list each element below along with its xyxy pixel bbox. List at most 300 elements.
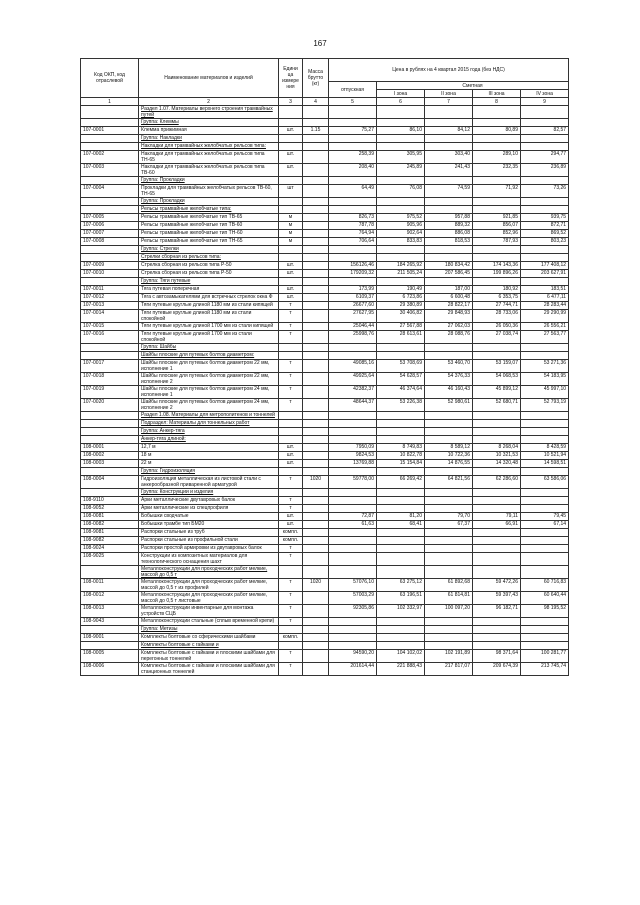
table-row (81, 513, 569, 521)
row-mass (303, 198, 329, 206)
row-zone-3-price (473, 119, 521, 127)
row-release-price: 706,64 (329, 238, 377, 246)
row-unit: м (279, 230, 303, 238)
row-zone-2-price: 100 097,20 (425, 605, 473, 618)
row-mass (303, 513, 329, 521)
row-zone-4-price (521, 566, 569, 579)
row-mass (303, 344, 329, 352)
row-zone-3-price (473, 254, 521, 262)
row-unit: т (279, 323, 303, 331)
table-row (81, 420, 569, 428)
row-unit: т (279, 553, 303, 566)
row-release-price (329, 119, 377, 127)
row-unit: т (279, 386, 303, 399)
row-mass (303, 436, 329, 444)
row-name: 12,7 м (139, 444, 279, 452)
row-zone-2-price: 187,00 (425, 286, 473, 294)
row-unit: м (279, 222, 303, 230)
row-unit: шт. (279, 513, 303, 521)
row-code: 108-9043 (81, 618, 139, 626)
row-mass (303, 386, 329, 399)
table-row (81, 386, 569, 399)
row-zone-1-price: 66 269,42 (377, 476, 425, 489)
row-zone-1-price (377, 352, 425, 360)
row-release-price: 25998,76 (329, 331, 377, 344)
table-row (81, 238, 569, 246)
row-name: Группа: Накладки (139, 135, 279, 143)
row-zone-3-price (473, 135, 521, 143)
table-row (81, 545, 569, 553)
row-zone-3-price (473, 537, 521, 545)
row-release-price: 48644,37 (329, 399, 377, 412)
row-unit: т (279, 476, 303, 489)
table-row (81, 106, 569, 119)
row-zone-1-price (377, 553, 425, 566)
table-row (81, 151, 569, 164)
row-unit: шт. (279, 294, 303, 302)
row-zone-4-price: 236,89 (521, 164, 569, 177)
row-zone-3-price: 787,93 (473, 238, 521, 246)
table-row (81, 360, 569, 373)
table-row (81, 254, 569, 262)
row-zone-2-price (425, 177, 473, 185)
row-zone-4-price (521, 206, 569, 214)
row-unit (279, 428, 303, 436)
row-name: Клемма прижимная (139, 127, 279, 135)
row-zone-4-price (521, 420, 569, 428)
row-unit (279, 468, 303, 476)
row-unit: шт. (279, 270, 303, 278)
row-release-price (329, 206, 377, 214)
column-number: 1 (81, 98, 139, 106)
row-release-price (329, 344, 377, 352)
row-zone-2-price: 180 834,42 (425, 262, 473, 270)
row-mass (303, 352, 329, 360)
row-zone-3-price (473, 278, 521, 286)
column-number: 5 (329, 98, 377, 106)
row-zone-3-price: 209 674,39 (473, 663, 521, 676)
header-zone-4: IV зона (521, 90, 569, 98)
row-name: Группа: Стрелки (139, 246, 279, 254)
row-mass (303, 323, 329, 331)
row-zone-4-price (521, 529, 569, 537)
row-mass (303, 230, 329, 238)
row-zone-3-price: 98 371,64 (473, 650, 521, 663)
row-mass (303, 214, 329, 222)
row-release-price: 61,63 (329, 521, 377, 529)
row-mass (303, 529, 329, 537)
row-zone-1-price: 211 505,24 (377, 270, 425, 278)
row-mass (303, 505, 329, 513)
row-zone-4-price: 79,45 (521, 513, 569, 521)
row-name: Группа: Метизы (139, 626, 279, 634)
table-row (81, 529, 569, 537)
row-mass (303, 238, 329, 246)
row-release-price: 9824,53 (329, 452, 377, 460)
row-unit (279, 177, 303, 185)
row-zone-2-price: 102 191,89 (425, 650, 473, 663)
row-zone-3-price: 14 320,48 (473, 460, 521, 468)
row-release-price (329, 468, 377, 476)
row-zone-4-price: 26 556,21 (521, 323, 569, 331)
table-row (81, 286, 569, 294)
row-zone-1-price: 8 749,83 (377, 444, 425, 452)
row-mass (303, 642, 329, 650)
row-release-price (329, 642, 377, 650)
table-row (81, 399, 569, 412)
row-zone-1-price (377, 468, 425, 476)
row-mass (303, 151, 329, 164)
row-zone-3-price (473, 420, 521, 428)
row-code: 108-9024 (81, 545, 139, 553)
row-zone-4-price (521, 278, 569, 286)
row-zone-4-price: 100 281,77 (521, 650, 569, 663)
row-code: 108-9001 (81, 634, 139, 642)
header-price-caption: Цена в рублях на 4 квартал 2015 года (без НДС) (329, 59, 569, 82)
row-zone-4-price: 53 271,36 (521, 360, 569, 373)
row-zone-3-price: 852,96 (473, 230, 521, 238)
row-zone-3-price (473, 206, 521, 214)
row-release-price (329, 545, 377, 553)
row-code (81, 177, 139, 185)
row-name: Стрелка сборная из рельсов типа Р-50 (139, 262, 279, 270)
row-zone-2-price (425, 626, 473, 634)
row-unit (279, 106, 303, 119)
row-mass (303, 605, 329, 618)
row-unit: т (279, 360, 303, 373)
row-zone-2-price: 64 821,56 (425, 476, 473, 489)
row-name: Тяги путевые круглые длиной 1180 мм из стали спокойной (139, 310, 279, 323)
row-zone-2-price: 889,32 (425, 222, 473, 230)
row-zone-1-price: 905,96 (377, 222, 425, 230)
row-zone-2-price: 29 848,93 (425, 310, 473, 323)
row-unit (279, 352, 303, 360)
row-zone-2-price (425, 545, 473, 553)
row-zone-4-price (521, 344, 569, 352)
row-mass (303, 164, 329, 177)
row-mass (303, 206, 329, 214)
page-number: 167 (313, 39, 327, 48)
row-mass (303, 634, 329, 642)
row-code: 107-0012 (81, 294, 139, 302)
row-zone-2-price (425, 420, 473, 428)
row-unit (279, 344, 303, 352)
row-unit (279, 135, 303, 143)
row-zone-4-price: 63 586,06 (521, 476, 569, 489)
row-name: Арки металлические из спецпрофиля (139, 505, 279, 513)
row-zone-1-price (377, 428, 425, 436)
price-table (80, 58, 569, 676)
row-mass (303, 106, 329, 119)
row-code: 107-0005 (81, 214, 139, 222)
row-code (81, 412, 139, 420)
row-name: Стрелки сборная из рельсов типа: (139, 254, 279, 262)
row-unit (279, 198, 303, 206)
row-mass (303, 521, 329, 529)
row-mass (303, 428, 329, 436)
row-mass: 1020 (303, 476, 329, 489)
row-zone-3-price (473, 177, 521, 185)
table-row (81, 198, 569, 206)
row-unit (279, 436, 303, 444)
row-unit: шт (279, 185, 303, 198)
row-zone-4-price (521, 352, 569, 360)
row-mass (303, 497, 329, 505)
row-release-price (329, 566, 377, 579)
row-zone-2-price (425, 642, 473, 650)
row-zone-3-price: 27 744,71 (473, 302, 521, 310)
row-zone-2-price: 957,88 (425, 214, 473, 222)
row-zone-2-price: 14 876,55 (425, 460, 473, 468)
table-row (81, 436, 569, 444)
row-code: 107-0011 (81, 286, 139, 294)
row-code (81, 420, 139, 428)
row-code (81, 206, 139, 214)
row-code (81, 278, 139, 286)
row-zone-2-price: 217 817,07 (425, 663, 473, 676)
column-number: 8 (473, 98, 521, 106)
row-zone-2-price (425, 135, 473, 143)
row-zone-3-price: 71,92 (473, 185, 521, 198)
row-code: 107-0019 (81, 386, 139, 399)
row-release-price: 201614,44 (329, 663, 377, 676)
row-zone-2-price: 61 892,68 (425, 579, 473, 592)
row-mass (303, 286, 329, 294)
row-release-price: 258,39 (329, 151, 377, 164)
row-mass (303, 360, 329, 373)
row-code (81, 143, 139, 151)
row-mass (303, 177, 329, 185)
row-zone-4-price: 213 745,74 (521, 663, 569, 676)
row-zone-1-price (377, 618, 425, 626)
row-name: Шайбы плоские для путевых болтов диаметром 24 мм, исполнение 2 (139, 399, 279, 412)
row-code (81, 626, 139, 634)
row-zone-3-price: 45 899,12 (473, 386, 521, 399)
row-release-price (329, 135, 377, 143)
row-zone-3-price: 8 268,04 (473, 444, 521, 452)
row-code: 107-0015 (81, 323, 139, 331)
row-name: Анкер-тяга длиной: (139, 436, 279, 444)
table-row (81, 618, 569, 626)
row-code (81, 489, 139, 497)
row-zone-2-price (425, 246, 473, 254)
row-zone-1-price: 53 708,69 (377, 360, 425, 373)
table-row (81, 476, 569, 489)
row-zone-3-price (473, 436, 521, 444)
row-zone-2-price: 52 980,61 (425, 399, 473, 412)
row-mass (303, 310, 329, 323)
row-zone-2-price (425, 529, 473, 537)
row-zone-2-price (425, 206, 473, 214)
row-zone-4-price: 27 563,77 (521, 331, 569, 344)
row-release-price (329, 352, 377, 360)
row-zone-4-price (521, 537, 569, 545)
row-unit: т (279, 592, 303, 605)
row-code: 107-0006 (81, 222, 139, 230)
row-zone-1-price: 104 102,02 (377, 650, 425, 663)
row-code: 107-0013 (81, 302, 139, 310)
row-zone-1-price (377, 246, 425, 254)
row-code: 107-0002 (81, 151, 139, 164)
row-zone-3-price: 52 680,71 (473, 399, 521, 412)
row-zone-4-price: 203 627,91 (521, 270, 569, 278)
row-code: 107-0017 (81, 360, 139, 373)
table-row (81, 302, 569, 310)
row-zone-3-price: 80,89 (473, 127, 521, 135)
row-zone-4-price: 869,52 (521, 230, 569, 238)
table-row (81, 119, 569, 127)
row-zone-3-price (473, 344, 521, 352)
row-zone-2-price: 886,08 (425, 230, 473, 238)
row-mass (303, 592, 329, 605)
row-name: Распорки стальные из профильной стали (139, 537, 279, 545)
row-zone-4-price: 82,57 (521, 127, 569, 135)
row-code: 108-0005 (81, 650, 139, 663)
row-zone-3-price (473, 468, 521, 476)
row-unit: т (279, 399, 303, 412)
row-zone-1-price (377, 119, 425, 127)
row-unit: т (279, 302, 303, 310)
row-zone-4-price: 803,23 (521, 238, 569, 246)
row-zone-1-price: 46 374,64 (377, 386, 425, 399)
row-zone-2-price: 79,70 (425, 513, 473, 521)
row-zone-1-price: 63 196,51 (377, 592, 425, 605)
row-zone-3-price: 856,07 (473, 222, 521, 230)
row-zone-2-price: 61 814,81 (425, 592, 473, 605)
row-mass (303, 278, 329, 286)
row-release-price: 42382,37 (329, 386, 377, 399)
row-mass (303, 119, 329, 127)
column-number: 3 (279, 98, 303, 106)
row-release-price: 156126,46 (329, 262, 377, 270)
row-mass (303, 246, 329, 254)
row-release-price (329, 278, 377, 286)
row-release-price (329, 497, 377, 505)
row-zone-4-price: 6 477,11 (521, 294, 569, 302)
row-code: 108-0013 (81, 605, 139, 618)
row-name: 18 м (139, 452, 279, 460)
column-number: 9 (521, 98, 569, 106)
row-zone-3-price: 232,35 (473, 164, 521, 177)
row-zone-4-price (521, 119, 569, 127)
row-zone-4-price (521, 412, 569, 420)
row-unit: т (279, 663, 303, 676)
row-mass (303, 135, 329, 143)
row-zone-1-price (377, 177, 425, 185)
row-unit (279, 642, 303, 650)
row-zone-1-price: 81,20 (377, 513, 425, 521)
row-zone-3-price (473, 566, 521, 579)
row-release-price: 75,27 (329, 127, 377, 135)
row-zone-3-price: 62 286,60 (473, 476, 521, 489)
row-zone-4-price: 98 195,52 (521, 605, 569, 618)
row-code: 107-0001 (81, 127, 139, 135)
row-zone-3-price (473, 545, 521, 553)
row-code (81, 119, 139, 127)
row-release-price: 787,78 (329, 222, 377, 230)
row-name: Шайбы плоские для путевых болтов диаметром 24 мм, исполнение 1 (139, 386, 279, 399)
row-mass (303, 373, 329, 386)
row-zone-2-price (425, 468, 473, 476)
row-release-price (329, 505, 377, 513)
row-mass: 1020 (303, 579, 329, 592)
table-row (81, 412, 569, 420)
row-zone-4-price: 294,77 (521, 151, 569, 164)
row-release-price: 57003,29 (329, 592, 377, 605)
row-zone-1-price: 63 275,12 (377, 579, 425, 592)
row-zone-1-price (377, 545, 425, 553)
row-zone-1-price (377, 254, 425, 262)
row-zone-1-price (377, 489, 425, 497)
row-mass (303, 222, 329, 230)
row-release-price: 826,73 (329, 214, 377, 222)
row-zone-1-price: 305,95 (377, 151, 425, 164)
row-name: Тяга путевая поперечная (139, 286, 279, 294)
row-zone-4-price: 939,75 (521, 214, 569, 222)
row-mass (303, 412, 329, 420)
row-zone-4-price: 872,71 (521, 222, 569, 230)
table-row (81, 310, 569, 323)
row-unit (279, 143, 303, 151)
row-zone-4-price (521, 106, 569, 119)
row-release-price: 764,94 (329, 230, 377, 238)
row-name: Металлоконструкции для проходческих работ мелкие, массой до 0,5 т листовые (139, 592, 279, 605)
row-mass (303, 537, 329, 545)
row-name: Бобышки трамбе тип БМ20 (139, 521, 279, 529)
column-number-row (81, 98, 569, 106)
row-zone-4-price (521, 642, 569, 650)
row-code: 107-0018 (81, 373, 139, 386)
row-name: Группа: Клеммы (139, 119, 279, 127)
row-zone-4-price (521, 505, 569, 513)
row-zone-2-price (425, 537, 473, 545)
row-release-price: 25046,44 (329, 323, 377, 331)
row-zone-3-price: 26 050,36 (473, 323, 521, 331)
row-code: 107-0004 (81, 185, 139, 198)
row-code (81, 566, 139, 579)
row-release-price: 49925,64 (329, 373, 377, 386)
row-zone-1-price (377, 135, 425, 143)
row-zone-2-price (425, 566, 473, 579)
row-zone-1-price (377, 206, 425, 214)
table-row (81, 489, 569, 497)
row-mass (303, 553, 329, 566)
table-row (81, 605, 569, 618)
row-zone-4-price: 14 598,51 (521, 460, 569, 468)
column-number: 2 (139, 98, 279, 106)
row-code: 108-0003 (81, 460, 139, 468)
row-zone-3-price (473, 198, 521, 206)
row-mass (303, 626, 329, 634)
row-zone-3-price: 6 353,75 (473, 294, 521, 302)
row-code: 108-9081 (81, 529, 139, 537)
row-name: Бобышки сводчатые (139, 513, 279, 521)
table-row (81, 428, 569, 436)
table-row (81, 566, 569, 579)
row-zone-1-price: 15 154,84 (377, 460, 425, 468)
row-zone-1-price (377, 143, 425, 151)
row-release-price: 59778,00 (329, 476, 377, 489)
row-zone-2-price (425, 254, 473, 262)
row-zone-2-price (425, 553, 473, 566)
row-zone-1-price: 10 822,78 (377, 452, 425, 460)
row-zone-1-price: 6 723,86 (377, 294, 425, 302)
row-name: Тяга с автозамыкателями для встречных стрелок окна Ф (139, 294, 279, 302)
row-zone-1-price: 54 628,57 (377, 373, 425, 386)
row-code: 108-0004 (81, 476, 139, 489)
row-zone-4-price: 177 408,12 (521, 262, 569, 270)
row-zone-4-price (521, 626, 569, 634)
